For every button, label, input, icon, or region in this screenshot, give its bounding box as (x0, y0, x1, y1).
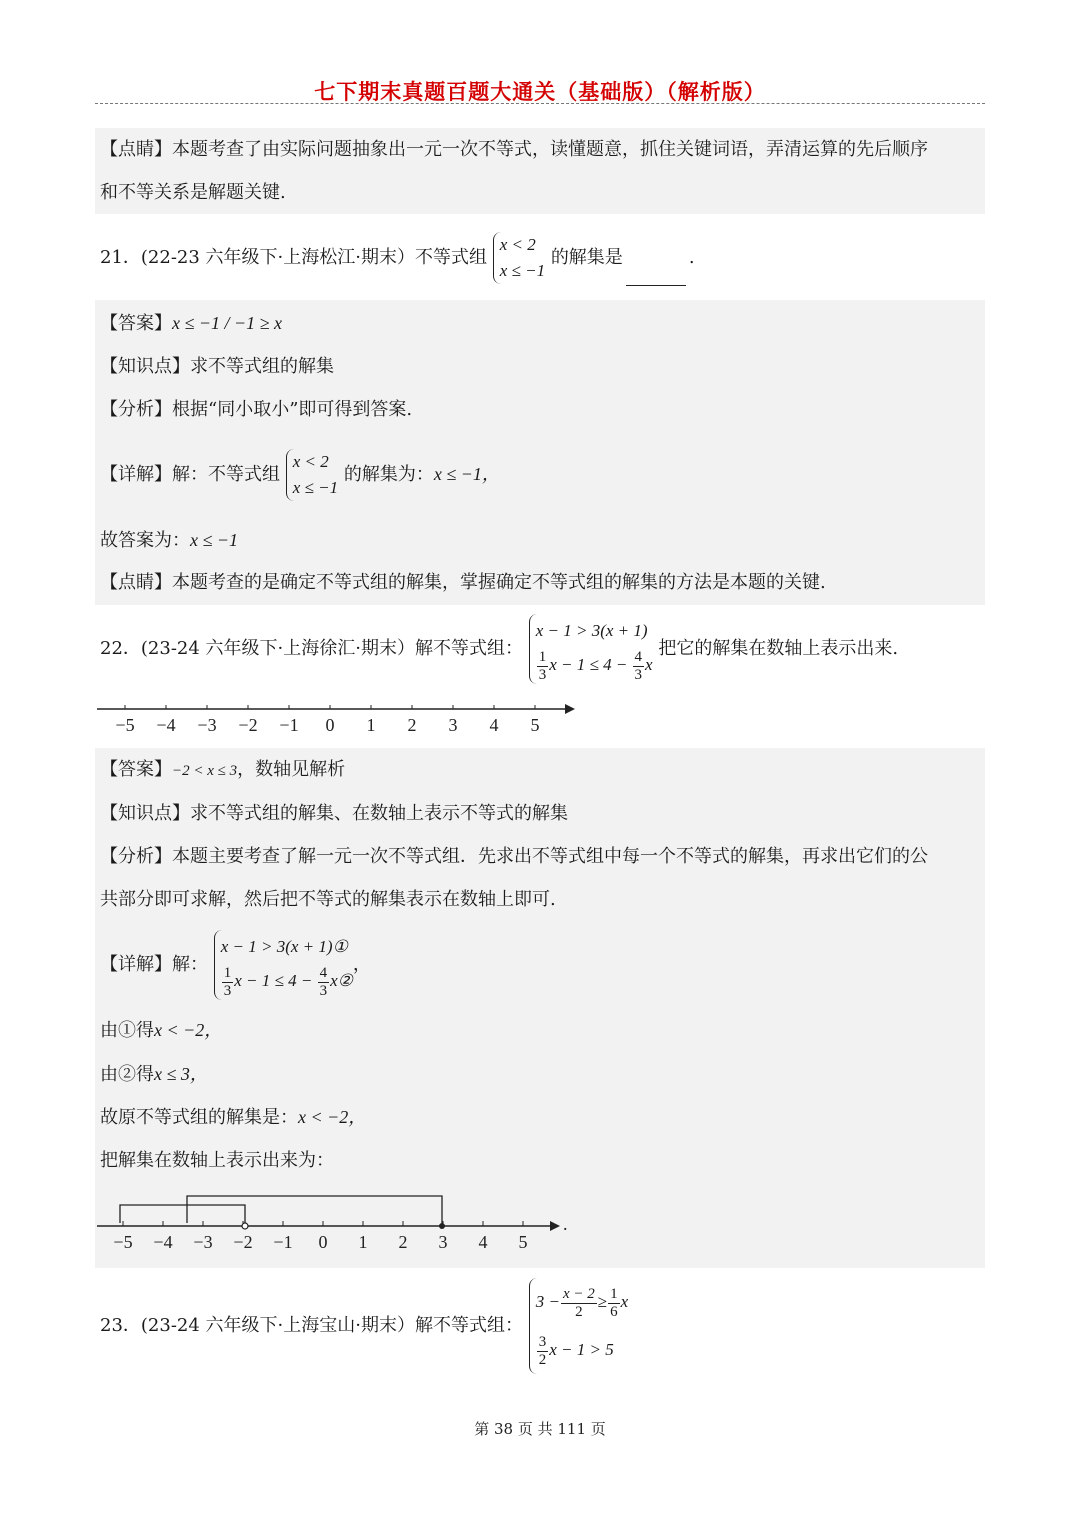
axis-tick-label: 1 (366, 715, 376, 735)
q22-question (100, 610, 898, 688)
q22-ineq-2: $\frac{1}{3}$ x − 1 ≤ 4 − $\frac{4}{3}$ x (538, 648, 653, 683)
q21-suffix: 的解集是 (550, 247, 623, 268)
q21-answer-label: 【答案】 (100, 313, 172, 334)
q21-detail-suffix: 的解集为： (343, 464, 434, 485)
q22-prefix: 22．(23-24 六年级下·上海徐汇·期末）解不等式组： (100, 638, 523, 659)
q22-detail-ineq-1: x − 1 > 3(x + 1)① (220, 937, 348, 957)
axis-tick-label: −1 (273, 1232, 293, 1252)
axis-tick-label: −2 (238, 715, 258, 735)
q21-detail-ineq-2: x ≤ −1 (292, 478, 339, 497)
q21-answer-line (100, 311, 282, 336)
axis-tick-label: −3 (193, 1232, 213, 1252)
q23-ineq-2: $\frac{3}{2}$ x − 1 > 5 (538, 1333, 614, 1368)
axis-tick-label: 2 (398, 1232, 408, 1252)
page-footer: 第 38 页 共 111 页 (474, 1420, 606, 1438)
q22-answer-label: 【答案】 (100, 759, 172, 780)
axis-tick-label: 3 (448, 715, 458, 735)
q22-frac-1-3: $\frac{1}{3}$ (538, 648, 547, 683)
q20-comment-line2: 和不等关系是解题关键. (100, 182, 286, 203)
q22-detail-ineq-2: $\frac{1}{3}$ x − 1 ≤ 4 − $\frac{4}{3}$ x② (223, 964, 353, 999)
axis-tick-label: −1 (279, 715, 299, 735)
axis-tick-label: −5 (113, 1232, 133, 1252)
q22-solution-number-line (95, 1190, 595, 1260)
q21-knowledge: 【知识点】求不等式组的解集 (100, 356, 334, 377)
q22-detail-prefix: 【详解】解： (100, 954, 208, 975)
q22-analysis-2: 共部分即可求解，然后把不等式的解集表示在数轴上即可. (100, 889, 556, 910)
axis-tick-label: 1 (358, 1232, 368, 1252)
q22-detail (100, 925, 371, 1005)
axis-tick-label: 4 (489, 715, 499, 735)
q22-analysis-1: 【分析】本题主要考查了解一元一次不等式组．先求出不等式组中每一个不等式的解集，再求出它们的公 (100, 846, 928, 867)
q22-step-3: 故原不等式组的解集是：x < −2， (100, 1107, 367, 1128)
axis-tick-label: −4 (156, 715, 176, 735)
q22-frac-4-3: $\frac{4}{3}$ (634, 648, 643, 683)
q23-prefix: 23．(23-24 六年级下·上海宝山·期末）解不等式组： (100, 1315, 523, 1336)
q22-step-1: 由①得x < −2， (100, 1020, 223, 1041)
q20-comment-line1: 【点睛】本题考查了由实际问题抽象出一元一次不等式，读懂题意，抓住关键词语，弄清运算的先后顺序 (100, 139, 928, 160)
q23-question (100, 1278, 628, 1374)
q21-detail-system (286, 449, 338, 501)
q21-comment: 【点睛】本题考查的是确定不等式组的解集，掌握确定不等式组的解集的方法是本题的关键. (100, 572, 826, 593)
q22-detail-system (214, 930, 353, 1000)
axis-tick-label: 4 (478, 1232, 488, 1252)
q21-so-value: x ≤ −1 (190, 530, 239, 550)
q21-analysis: 【分析】根据“同小取小”即可得到答案. (100, 399, 413, 420)
q22-answer (100, 758, 345, 783)
q22-inequality-system (529, 614, 653, 684)
q21-inequality-system (493, 232, 545, 284)
q21-detail-result: x ≤ −1， (433, 464, 500, 484)
axis-tick-label: −3 (197, 715, 217, 735)
q21-detail-ineq-1: x < 2 (292, 452, 329, 471)
q22-answer-math: −2 < x ≤ 3 (172, 763, 238, 779)
q22-step-2: 由②得x ≤ 3， (100, 1064, 208, 1085)
q23-inequality-system (529, 1278, 628, 1374)
axis-tick-label: 2 (407, 715, 417, 735)
q22-suffix: 把它的解集在数轴上表示出来. (658, 638, 899, 659)
axis-tick-label: −2 (233, 1232, 253, 1252)
q22-detail-end: ， (352, 954, 371, 975)
q21-prefix: 21．(22-23 六年级下·上海松江·期末）不等式组 (100, 247, 487, 268)
q21-question (100, 230, 695, 286)
axis-tick-label: −4 (153, 1232, 173, 1252)
q21-answer-blank (626, 285, 686, 286)
axis-tick-label: 5 (530, 715, 540, 735)
q21-detail (100, 446, 500, 503)
axis-tick-label: 0 (318, 1232, 328, 1252)
axis-tick-label: 5 (518, 1232, 528, 1252)
header-divider (95, 103, 985, 104)
q21-end: . (688, 247, 695, 268)
q22-knowledge: 【知识点】求不等式组的解集、在数轴上表示不等式的解集 (100, 803, 568, 824)
q21-detail-prefix: 【详解】解：不等式组 (100, 464, 280, 485)
q22-answer-text: ，数轴见解析 (237, 759, 346, 780)
q21-answer-value: x ≤ −1 / −1 ≥ x (172, 313, 283, 333)
q21-so-label: 故答案为： (100, 530, 190, 551)
q22-number-line (95, 696, 595, 742)
axis-tick-label: 0 (325, 715, 335, 735)
q21-ineq-1: x < 2 (499, 235, 536, 254)
q22-step-4: 把解集在数轴上表示出来为： (100, 1150, 334, 1171)
q22-ineq-1: x − 1 > 3(x + 1) (535, 621, 648, 641)
q23-ineq-1: 3 − $\frac{x - 2}{2}$ ≥ $\frac{1}{6}$ x (535, 1285, 629, 1320)
svg-text:.: . (563, 1214, 568, 1234)
axis-tick-label: 3 (438, 1232, 448, 1252)
q21-ineq-2: x ≤ −1 (499, 261, 546, 280)
document-header-title: 七下期末真题百题大通关（基础版）（解析版） (314, 79, 766, 104)
axis-tick-label: −5 (115, 715, 135, 735)
q21-so (100, 528, 238, 553)
